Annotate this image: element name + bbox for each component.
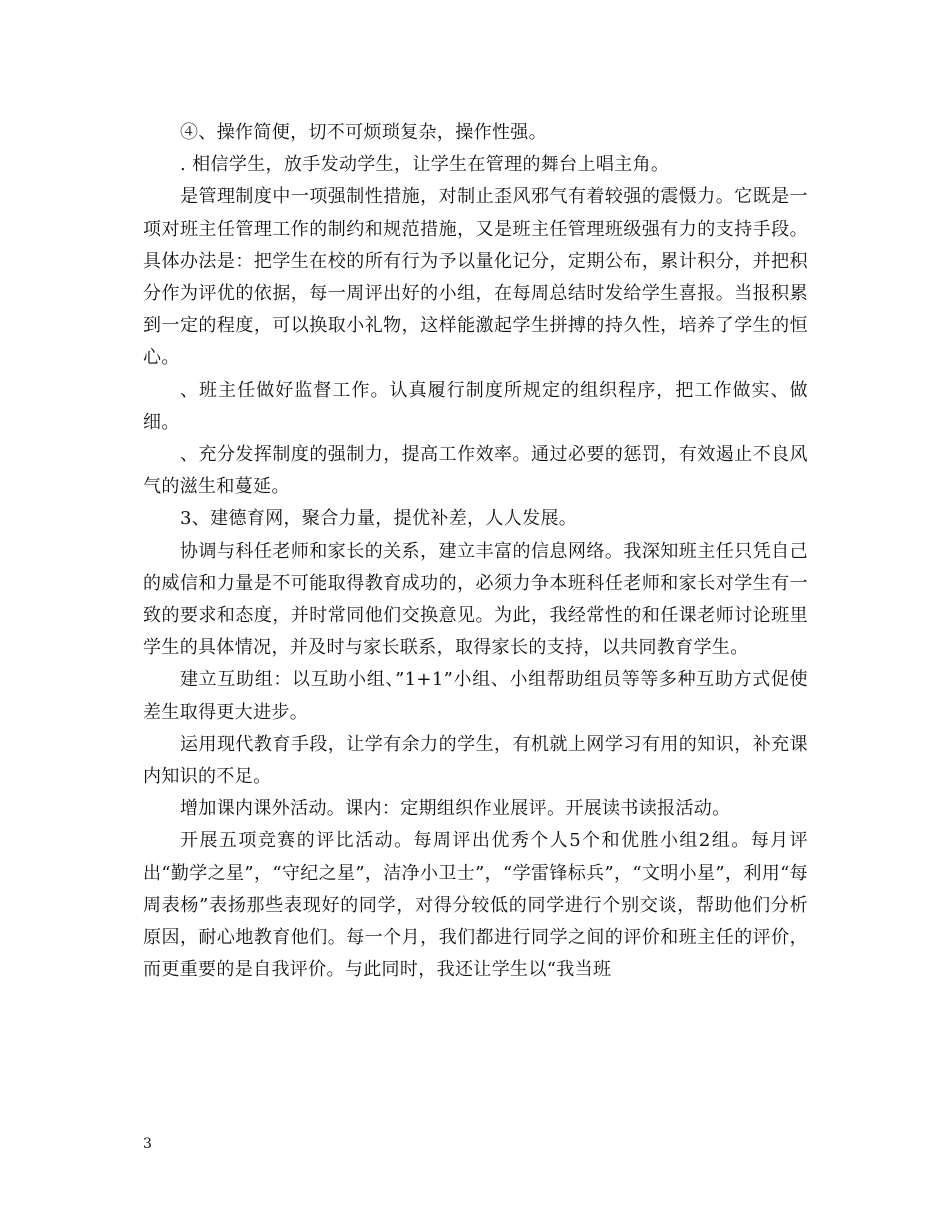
paragraph: . 相信学生，放手发动学生，让学生在管理的舞台上唱主角。 — [180, 154, 670, 176]
paragraph: 协调与科任老师和家长的关系，建立丰富的信息网络。我深知班主任只凭自己的威信和力量是不可能取得教育成功的，必须力争本班科任老师和家长对学生有一致的要求和态度，并时常同他们交换意见。为此，我经常性的和任课老师讨论班里学生的具体情况，并及时与家长联系，取得家长的支持，以共同教育学生。 — [143, 540, 808, 659]
body-text — [143, 117, 808, 986]
page-number: 3 — [143, 1136, 152, 1152]
paragraph: ④、操作简便，切不可烦琐复杂，操作性强。 — [180, 122, 547, 143]
paragraph: 建立互助组：以互助小组、”1+1”小组、小组帮助组员等等多种互助方式促使差生取得更大进步。 — [143, 669, 808, 723]
paragraph: 是管理制度中一项强制性措施，对制止歪风邪气有着较强的震慑力。它既是一项对班主任管理工作的制约和规范措施，又是班主任管理班级强有力的支持手段。具体办法是：把学生在校的所有行为予以量化记分，定期公布，累计积分，并把积分作为评优的依据，每一周评出好的小组，在每周总结时发给学生喜报。当报积累到一定的程度，可以换取小礼物，这样能激起学生拼搏的持久性，培养了学生的恒心。 — [143, 186, 808, 369]
paragraph: 运用现代教育手段，让学有余力的学生，有机就上网学习有用的知识，补充课内知识的不足。 — [143, 733, 808, 788]
paragraph: 3、建德育网，聚合力量，提优补差，人人发展。 — [180, 508, 578, 530]
paragraph: 、班主任做好监督工作。认真履行制度所规定的组织程序，把工作做实、做细。 — [143, 379, 808, 433]
paragraph: 增加课内课外活动。课内：定期组织作业展评。开展读书读报活动。 — [180, 798, 731, 820]
paragraph: 、充分发挥制度的强制力，提高工作效率。通过必要的惩罚，有效遏止不良风气的滋生和蔓延。 — [143, 444, 808, 498]
paragraph: 开展五项竞赛的评比活动。每周评出优秀个人5个和优胜小组2组。每月评出“勤学之星”，“守纪之星”，洁净小卫士”，“学雷锋标兵”，“文明小星”，利用“每周表杨”表扬那些表现好的同学，对得分较低的同学进行个别交谈，帮助他们分析原因，耐心地教育他们。每一个月，我们都进行同学之间的评价和班主任的评价，而更重要的是自我评价。与此同时，我还让学生以“我当班 — [143, 830, 808, 981]
